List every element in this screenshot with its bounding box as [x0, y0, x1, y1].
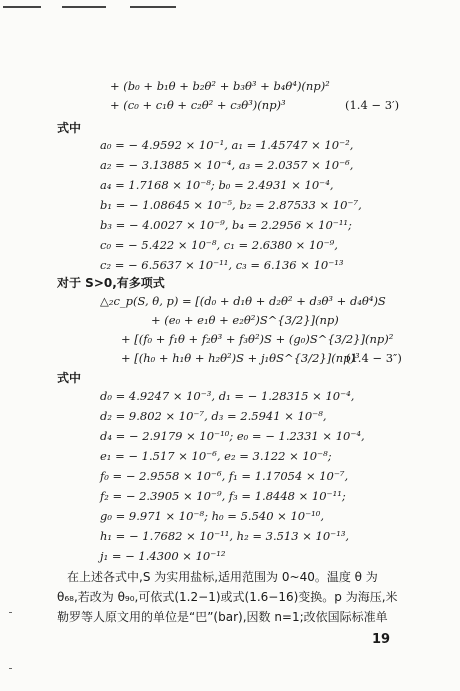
- coef-line: c₀ = − 5.422 × 10⁻⁸, c₁ = 2.6380 × 10⁻⁹,: [100, 238, 338, 252]
- coef-line: a₀ = − 4.9592 × 10⁻¹, a₁ = 1.45747 × 10⁻²,: [100, 138, 354, 152]
- paragraph-line: 在上述各式中,S 为实用盐标,适用范围为 0~40。温度 θ 为: [67, 570, 378, 584]
- coef-line: e₁ = − 1.517 × 10⁻⁶, e₂ = 3.122 × 10⁻⁸;: [100, 449, 332, 463]
- equation2-line: + [(f₀ + f₁θ + f₂θ³ + f₃θ²)S + (g₀)S^{3/2}](np)²: [121, 332, 394, 346]
- equation2-line: + (e₀ + e₁θ + e₂θ²)S^{3/2}](np): [151, 313, 339, 327]
- coef-line: b₃ = − 4.0027 × 10⁻⁹, b₄ = 2.2956 × 10⁻¹¹;: [100, 218, 352, 232]
- equation2-line: △₂c_p(S, θ, p) = [(d₀ + d₁θ + d₂θ² + d₃θ³ + d₄θ⁴)S: [100, 294, 386, 308]
- coef-line: a₂ = − 3.13885 × 10⁻⁴, a₃ = 2.0357 × 10⁻⁶,: [100, 158, 354, 172]
- coef-line: f₂ = − 2.3905 × 10⁻⁹, f₃ = 1.8448 × 10⁻¹¹;: [100, 489, 346, 503]
- equation-number-1: (1.4 − 3′): [345, 98, 400, 112]
- paragraph-line: 勒罗等人原文用的单位是“巴”(bar),因数 n=1;改依国际标准单: [57, 610, 388, 624]
- page-number: 19: [372, 632, 391, 647]
- top-rule-left: [3, 6, 41, 8]
- coef-line: d₄ = − 2.9179 × 10⁻¹⁰; e₀ = − 1.2331 × 10⁻⁴,: [100, 429, 365, 443]
- paragraph-line: θ₆₈,若改为 θ₉₀,可依式(1.2−1)或式(1.6−16)变换。p 为海压,米: [57, 590, 398, 604]
- coef-line: c₂ = − 6.5637 × 10⁻¹¹, c₃ = 6.136 × 10⁻¹³: [100, 258, 344, 272]
- equation-number-2: (1.4 − 3″): [346, 351, 402, 365]
- equation-line-b: + (b₀ + b₁θ + b₂θ² + b₃θ³ + b₄θ⁴)(np)²: [110, 79, 330, 93]
- where-heading-1: 式中: [57, 121, 82, 135]
- s-positive-heading: 对于 S>0,有多项式: [57, 276, 165, 290]
- coef-line: d₂ = 9.802 × 10⁻⁷, d₃ = 2.5941 × 10⁻⁸,: [100, 409, 327, 423]
- coef-line: h₁ = − 1.7682 × 10⁻¹¹, h₂ = 3.513 × 10⁻¹³,: [100, 529, 350, 543]
- coef-line: j₁ = − 1.4300 × 10⁻¹²: [100, 549, 226, 563]
- equation2-line: + [(h₀ + h₁θ + h₂θ²)S + j₁θS^{3/2}](np)³: [121, 351, 360, 365]
- coef-line: d₀ = 4.9247 × 10⁻³, d₁ = − 1.28315 × 10⁻⁴,: [100, 389, 355, 403]
- margin-mark: [9, 668, 12, 669]
- coef-line: b₁ = − 1.08645 × 10⁻⁵, b₂ = 2.87533 × 10⁻⁷,: [100, 198, 362, 212]
- equation-line-c: + (c₀ + c₁θ + c₂θ² + c₃θ³)(np)³: [110, 98, 286, 112]
- coef-line: g₀ = 9.971 × 10⁻⁸; h₀ = 5.540 × 10⁻¹⁰,: [100, 509, 325, 523]
- coef-line: f₀ = − 2.9558 × 10⁻⁶, f₁ = 1.17054 × 10⁻⁷,: [100, 469, 349, 483]
- where-heading-2: 式中: [57, 371, 82, 385]
- top-rule-middle: [62, 6, 106, 8]
- margin-mark: [9, 612, 12, 613]
- coef-line: a₄ = 1.7168 × 10⁻⁸; b₀ = 2.4931 × 10⁻⁴,: [100, 178, 334, 192]
- top-rule-right: [130, 6, 176, 8]
